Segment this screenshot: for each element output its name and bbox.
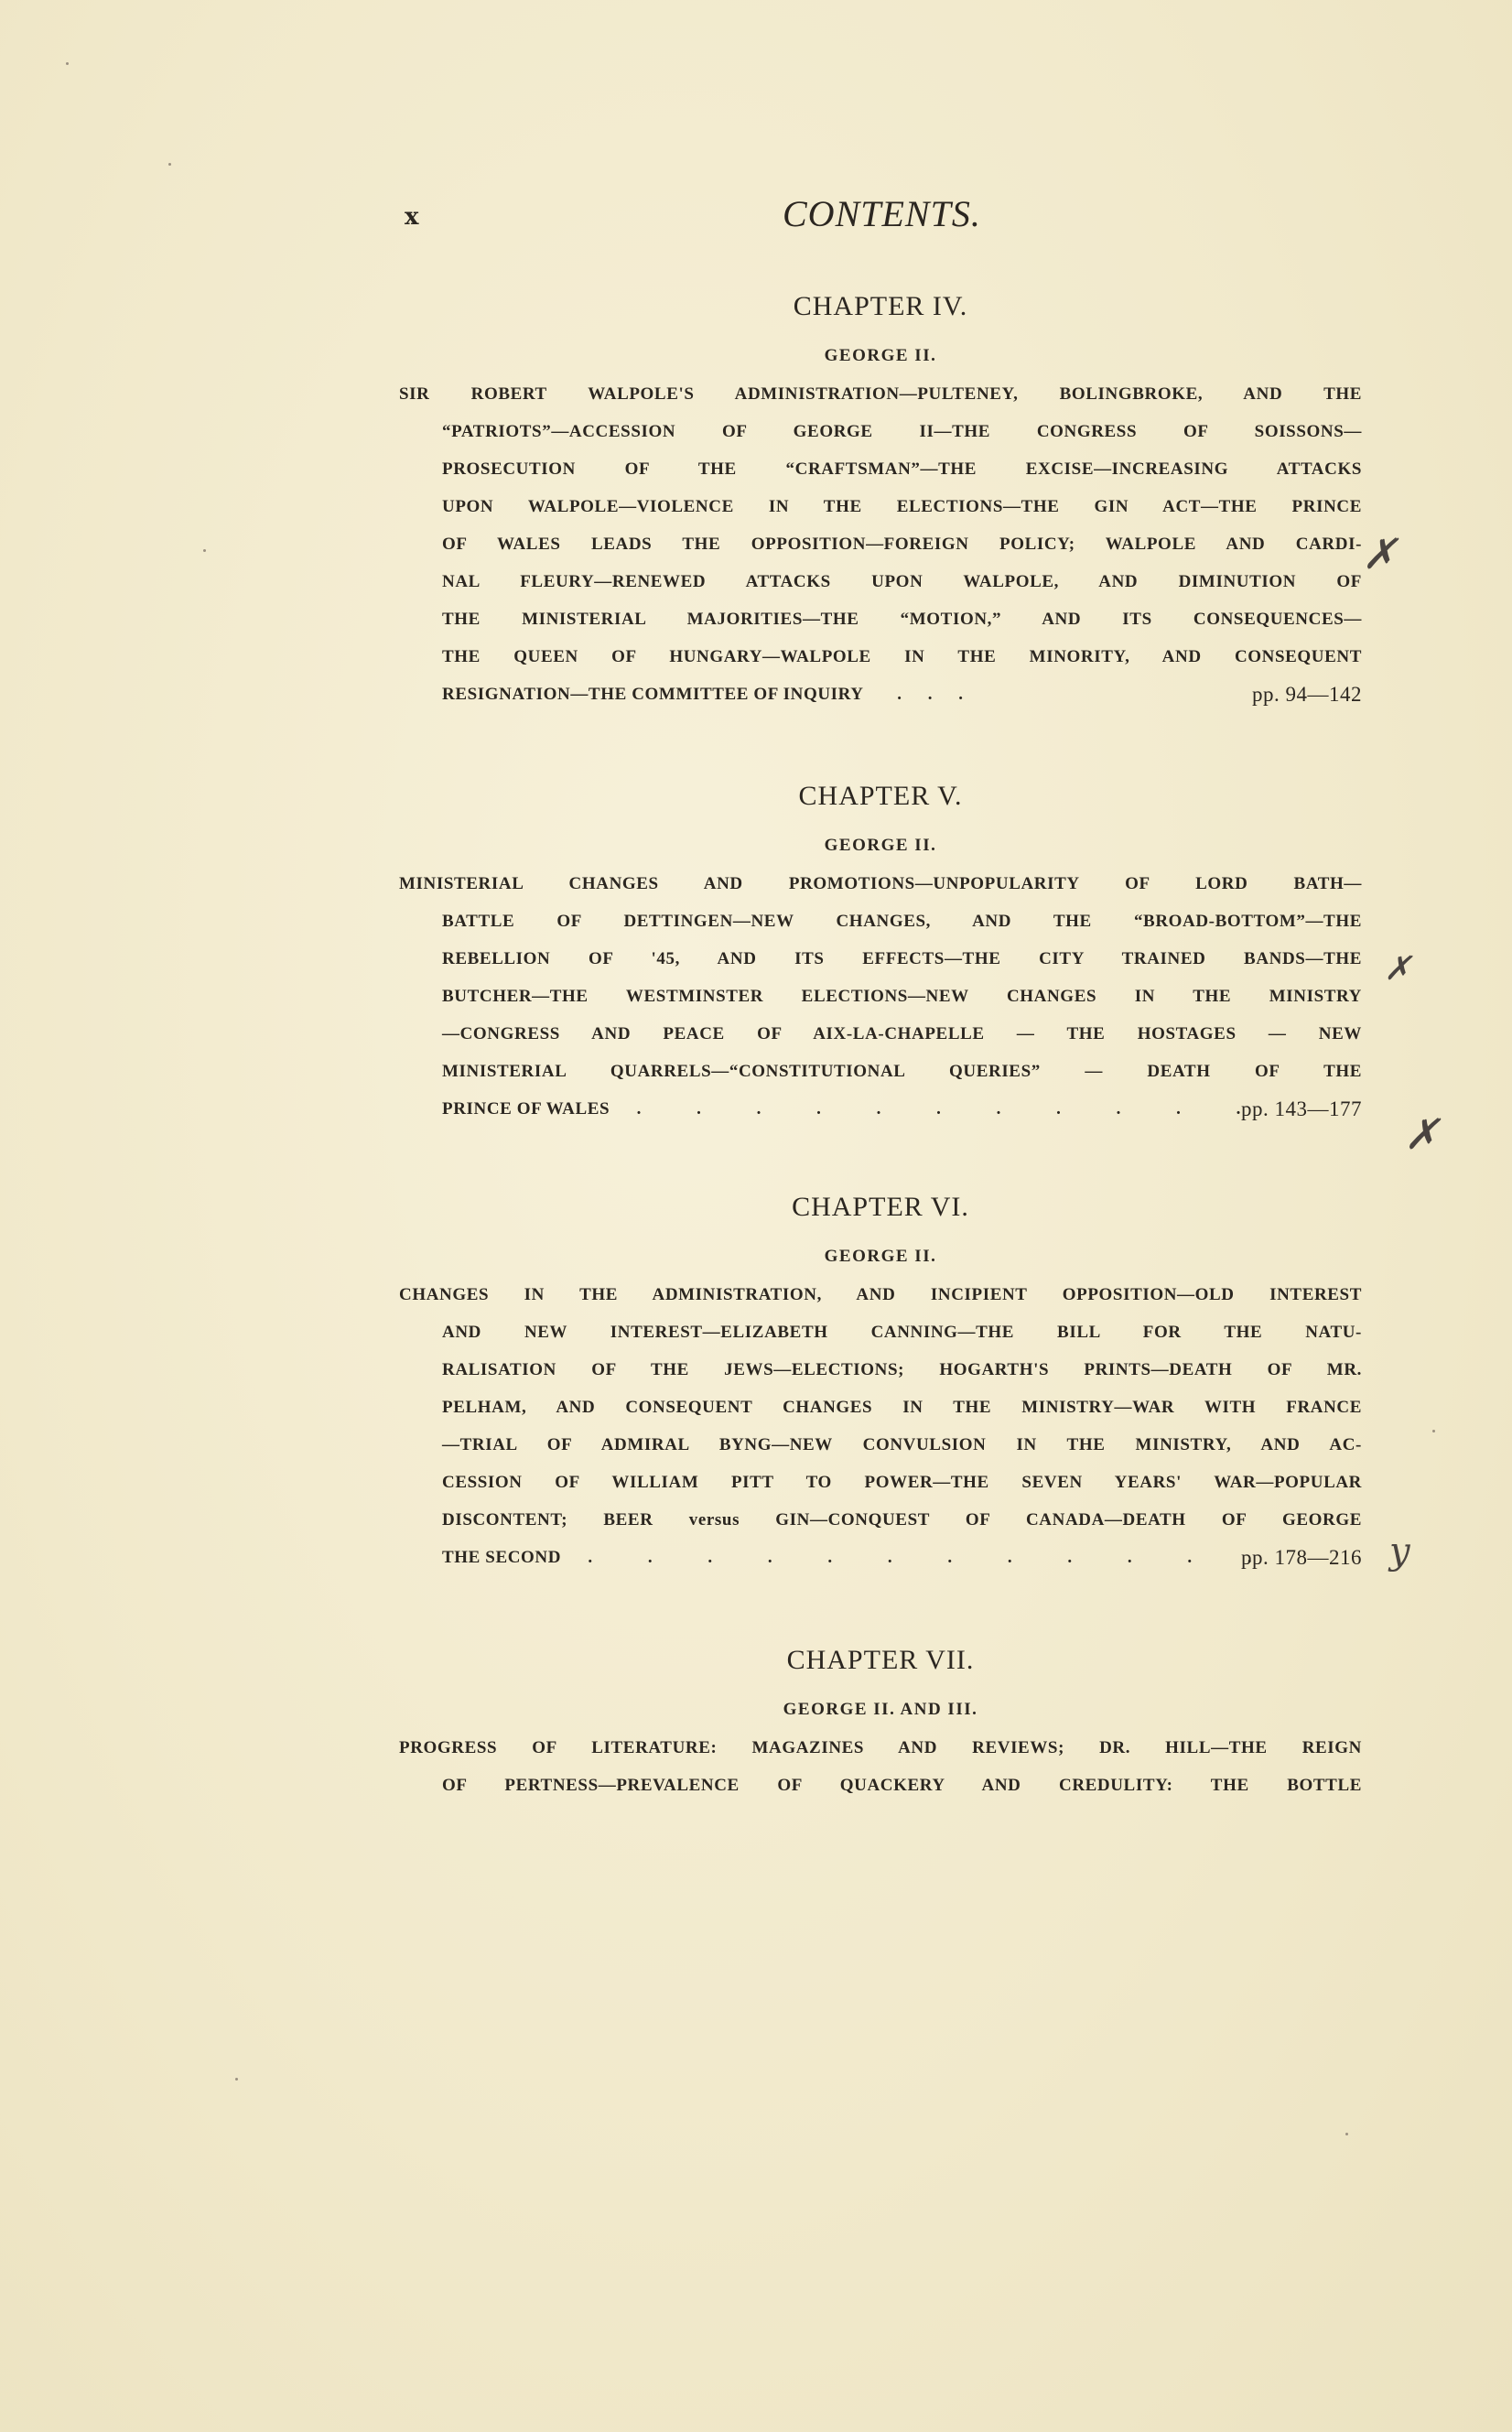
chapter-subtitle: GEORGE II. AND III. bbox=[783, 1700, 978, 1719]
summary-line: THE MINISTERIAL MAJORITIES—THE “MOTION,” AND ITS CONSEQUENCES— bbox=[442, 610, 1362, 629]
summary-line-last bbox=[442, 1548, 1362, 1568]
summary-line: OF PERTNESS—PREVALENCE OF QUACKERY AND CREDULITY: THE BOTTLE bbox=[442, 1776, 1362, 1795]
summary-text: PRINCE OF WALES bbox=[442, 1099, 610, 1119]
summary-line: CHANGES IN THE ADMINISTRATION, AND INCIPIENT OPPOSITION—OLD INTEREST bbox=[399, 1285, 1362, 1304]
summary-line: MINISTERIAL CHANGES AND PROMOTIONS—UNPOPULARITY OF LORD BATH— bbox=[399, 874, 1362, 893]
paper-speck bbox=[235, 2078, 238, 2081]
chapter-title: CHAPTER IV. bbox=[793, 291, 968, 321]
chapter-subtitle: GEORGE II. bbox=[824, 346, 937, 365]
margin-x-mark: ✗ bbox=[1384, 950, 1412, 988]
page-range: pp. 94—142 bbox=[1252, 683, 1362, 706]
summary-line: OF WALES LEADS THE OPPOSITION—FOREIGN POLICY; WALPOLE AND CARDI- bbox=[442, 535, 1362, 554]
margin-y-mark: y bbox=[1389, 1530, 1410, 1573]
summary-line: SIR ROBERT WALPOLE'S ADMINISTRATION—PULTENEY, BOLINGBROKE, AND THE bbox=[399, 384, 1362, 404]
summary-line: “PATRIOTS”—ACCESSION OF GEORGE II—THE CONGRESS OF SOISSONS— bbox=[442, 422, 1362, 441]
chapter-title: CHAPTER VII. bbox=[786, 1645, 975, 1675]
chapter-title: CHAPTER VI. bbox=[792, 1192, 969, 1222]
chapter-5 bbox=[399, 781, 1362, 1120]
chapter-title: CHAPTER V. bbox=[798, 781, 963, 811]
summary-text: THE SECOND bbox=[442, 1548, 562, 1567]
summary-line: RALISATION OF THE JEWS—ELECTIONS; HOGARTH'S PRINTS—DEATH OF MR. bbox=[442, 1360, 1362, 1379]
paper-speck bbox=[203, 549, 206, 552]
summary-line: DISCONTENT; BEER versus GIN—CONQUEST OF CANADA—DEATH OF GEORGE bbox=[442, 1510, 1362, 1529]
summary-line: PROGRESS OF LITERATURE: MAGAZINES AND REVIEWS; DR. HILL—THE REIGN bbox=[399, 1738, 1362, 1757]
paper-speck bbox=[1432, 1430, 1435, 1432]
summary-line: PELHAM, AND CONSEQUENT CHANGES IN THE MINISTRY—WAR WITH FRANCE bbox=[442, 1398, 1362, 1417]
summary-line: BATTLE OF DETTINGEN—NEW CHANGES, AND THE “BROAD-BOTTOM”—THE bbox=[442, 912, 1362, 931]
chapter-7 bbox=[399, 1645, 1362, 1795]
page-range: pp. 143—177 bbox=[1241, 1097, 1362, 1120]
summary-line: REBELLION OF '45, AND ITS EFFECTS—THE CITY TRAINED BANDS—THE bbox=[442, 949, 1362, 968]
summary-line-last bbox=[442, 1099, 1362, 1119]
margin-x-mark: ✗ bbox=[1404, 1109, 1440, 1159]
summary-text: RESIGNATION—THE COMMITTEE OF INQUIRY bbox=[442, 685, 863, 704]
dot-leader: . . . . . . . . . . . bbox=[636, 1099, 1267, 1119]
chapter-4 bbox=[399, 291, 1362, 706]
summary-line: —TRIAL OF ADMIRAL BYNG—NEW CONVULSION IN THE MINISTRY, AND AC- bbox=[442, 1435, 1362, 1454]
summary-line: —CONGRESS AND PEACE OF AIX-LA-CHAPELLE — THE HOSTAGES — NEW bbox=[442, 1024, 1362, 1043]
summary-line-last bbox=[442, 685, 1362, 705]
paper-speck bbox=[168, 163, 171, 166]
running-title: CONTENTS. bbox=[783, 193, 981, 234]
page-number: x bbox=[405, 203, 420, 231]
paper-speck bbox=[66, 62, 69, 65]
chapter-6 bbox=[399, 1192, 1362, 1569]
page-range: pp. 178—216 bbox=[1241, 1546, 1362, 1569]
margin-x-mark: ✗ bbox=[1362, 529, 1398, 578]
summary-line: BUTCHER—THE WESTMINSTER ELECTIONS—NEW CHANGES IN THE MINISTRY bbox=[442, 987, 1362, 1006]
chapter-subtitle: GEORGE II. bbox=[824, 836, 937, 855]
summary-line: PROSECUTION OF THE “CRAFTSMAN”—THE EXCISE—INCREASING ATTACKS bbox=[442, 459, 1362, 479]
dot-leader: . . . . . . . . . . . . bbox=[588, 1548, 1278, 1567]
summary-line: NAL FLEURY—RENEWED ATTACKS UPON WALPOLE, AND DIMINUTION OF bbox=[442, 572, 1362, 591]
chapter-subtitle: GEORGE II. bbox=[824, 1247, 937, 1266]
dot-leader: . . . bbox=[897, 685, 975, 704]
summary-line: UPON WALPOLE—VIOLENCE IN THE ELECTIONS—THE GIN ACT—THE PRINCE bbox=[442, 497, 1362, 516]
summary-line: AND NEW INTEREST—ELIZABETH CANNING—THE BILL FOR THE NATU- bbox=[442, 1323, 1362, 1342]
summary-line: MINISTERIAL QUARRELS—“CONSTITUTIONAL QUERIES” — DEATH OF THE bbox=[442, 1062, 1362, 1081]
paper-speck bbox=[1345, 2133, 1348, 2135]
summary-line: THE QUEEN OF HUNGARY—WALPOLE IN THE MINORITY, AND CONSEQUENT bbox=[442, 647, 1362, 666]
summary-line: CESSION OF WILLIAM PITT TO POWER—THE SEVEN YEARS' WAR—POPULAR bbox=[442, 1473, 1362, 1492]
